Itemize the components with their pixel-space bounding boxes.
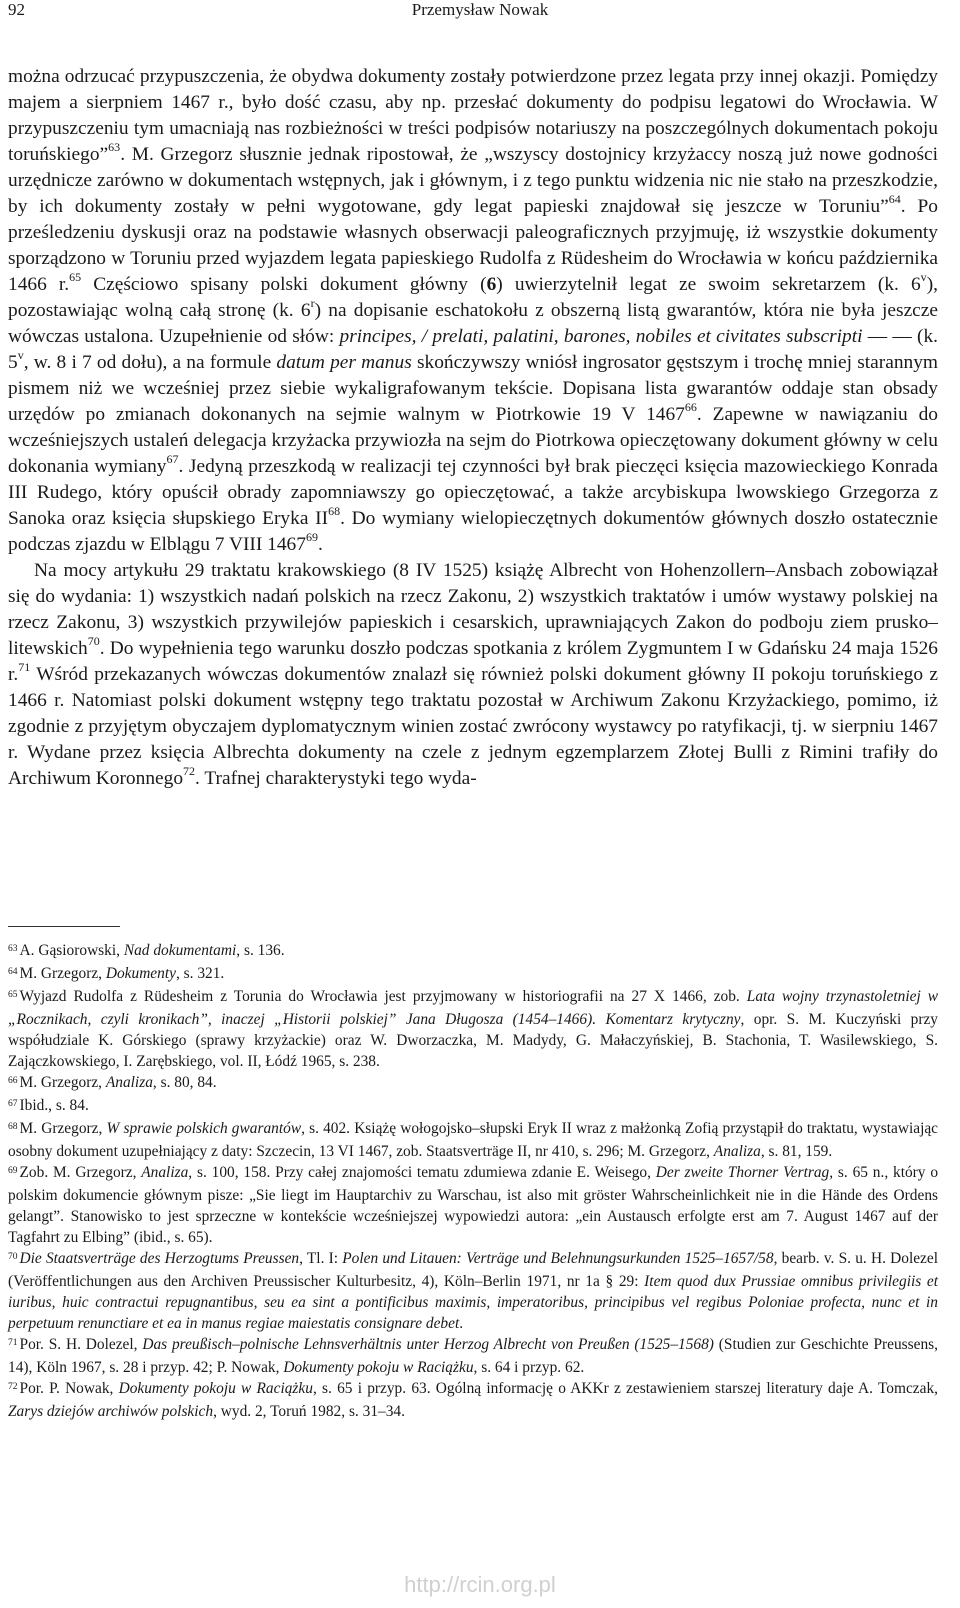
footnote-text: Por. P. Nowak, Dokumenty pokoju w Raciążku, s. 65 i przyp. 63. Ogólną informację o AKKr z zestawieniem starszej literatury daje A. Tomczak, Zarys dziejów archiwów polskich, wyd. 2, Toruń 1982, s. 31–34.: [8, 1380, 938, 1420]
footnote-number: 69: [8, 1164, 18, 1176]
page-number: 92: [8, 0, 25, 19]
footnote-text: Wyjazd Rudolfa z Rüdesheim z Torunia do Wrocławia jest przyjmowany w historiografii na 27 X 1466, zob. Lata wojny trzynastoletniej w „Rocznikach, czyli kronikach”, inaczej „Historii polskiej” Jana Długosza (1454–1466). Komentarz krytyczny, opr. S. M. Kuczyński przy współudziale K. Górskiego (sprawy krzyżackie) oraz W. Dworzaczka, M. Madydy, G. Małaczyńskiej, B. Stachonia, T. Wasilewskiego, S. Zajączkowskiego, I. Zarębskiego, vol. II, Łódź 1965, s. 238.: [8, 988, 938, 1070]
footnote-number: 64: [8, 965, 18, 977]
footnote-number: 68: [8, 1120, 18, 1132]
footnote-64: [8, 963, 938, 986]
footnotes: [8, 940, 938, 1422]
footnote-text: M. Grzegorz, Dokumenty, s. 321.: [19, 965, 225, 982]
footnote-text: Zob. M. Grzegorz, Analiza, s. 100, 158. Przy całej znajomości tematu zdumiewa zdanie E. Weisego, Der zweite Thorner Vertrag, s. 65 n., który o polskim dokumencie głównym pisze: „Sie liegt im Hauptarchiv zu Warschau, ist also mit gröster Wahrscheinlichkeit nie in die Hände des Ordens gelangt”. Stanowisko to jest sprzeczne w kontekście wcześniejszej wypowiedzi autora: „ein Austausch erfolgte erst am 7. August 1467 auf der Tagfahrt zu Elbing” (ibid., s. 65).: [8, 1164, 939, 1246]
footnote-text: A. Gąsiorowski, Nad dokumentami, s. 136.: [19, 942, 285, 959]
footnote-number: 70: [8, 1250, 18, 1262]
footnote-text: M. Grzegorz, W sprawie polskich gwarantów, s. 402. Książę wołogojsko–słupski Eryk II wraz z małżonką Zofią przystąpił do traktatu, wystawiając osobny dokument uzupełniający z daty: Szczecin, 13 VI 1467, zob. Staatsverträge II, nr 410, s. 296; M. Grzegorz, Analiza, s. 81, 159.: [8, 1120, 939, 1160]
page-header: [8, 0, 952, 24]
footnote-number: 66: [8, 1074, 18, 1086]
footnote-65: [8, 986, 938, 1072]
footnote-number: 67: [8, 1097, 18, 1109]
footnote-number: 72: [8, 1380, 18, 1392]
footnote-text: Ibid., s. 84.: [19, 1097, 89, 1114]
footnote-69: [8, 1162, 938, 1248]
running-head: Przemysław Nowak: [411, 0, 549, 19]
footnote-text: M. Grzegorz, Analiza, s. 80, 84.: [19, 1074, 217, 1091]
main-text: [8, 64, 938, 792]
footnote-71: [8, 1334, 938, 1378]
paragraph-2: Na mocy artykułu 29 traktatu krakowskiego (8 IV 1525) książę Albrecht von Hohenzollern–Ansbach zobowiązał się do wydania: 1) wszystkich nadań polskich na rzecz Zakonu, 2) wszystkich traktatów i umów wystawy polskiej na rzecz Zakonu, 3) wszystkich przywilejów papieskich i cesarskich, uprawniających Zakon do podboju ziem prusko–litewskich$^{70}$. Do wypełnienia tego warunku doszło podczas spotkania z królem Zygmuntem I w Gdańsku 24 maja 1526 r.$^{71}$ Wśród przekazanych wówczas dokumentów znalazł się również polski dokument główny II pokoju toruńskiego z 1466 r. Natomiast polski dokument wstępny tego traktatu pozostał w Archiwum Zakonu Krzyżackiego, pomimo, iż zgodnie z przyjętym obyczajem dyplomatycznym winien zostać zwrócony wystawcy po ratyfikacji, tj. w sierpniu 1467 r. Wydane przez księcia Albrechta dokumenty na czele z jednym egzemplarzem Złotej Bulli z Rimini trafiły do Archiwum Koronnego$^{72}$. Trafnej charakterystyki tego wyda-: [8, 560, 938, 789]
footnote-text: Por. S. H. Dolezel, Das preußisch–polnische Lehnsverhältnis unter Herzog Albrecht von Preußen (1525–1568) (Studien zur Geschichte Preussens, 14), Köln 1967, s. 28 i przyp. 42; P. Nowak, Dokumenty pokoju w Raciążku, s. 64 i przyp. 62.: [8, 1336, 938, 1376]
footnote-number: 63: [8, 942, 18, 954]
watermark-url: http://rcin.org.pl: [404, 1572, 556, 1597]
footnote-63: [8, 940, 938, 963]
footnote-70: [8, 1248, 938, 1334]
footnote-68: [8, 1118, 938, 1162]
footnote-number: 71: [8, 1336, 18, 1348]
paragraph-1: można odrzucać przypuszczenia, że obydwa dokumenty zostały potwierdzone przez legata przy innej okazji. Pomiędzy majem a sierpniem 1467 r., było dość czasu, aby np. przesłać dokumenty do podpisu legatowi do Wrocławia. W przypuszczeniu tym umacniają nas rozbieżności w treści podpisów notariuszy na poszczególnych dokumentach pokoju toruńskiego”$^{63}$. M. Grzegorz słusznie jednak ripostował, że „wszyscy dostojnicy krzyżaccy noszą już nowe godności urzędnicze zarówno w dokumentach wstępnych, jak i głównym, i z tego punktu widzenia nic nie stało na przeszkodzie, by ich dokumenty zostały w pełni wygotowane, gdy legat papieski znajdował się jeszcze w Toruniu”$^{64}$. Po prześledzeniu dyskusji oraz na podstawie własnych obserwacji paleograficznych przyjmuję, iż wszystkie dokumenty sporządzono w Toruniu przed wyjazdem legata papieskiego Rudolfa z Rüdesheim do Wrocławia w końcu października 1466 r.$^{65}$ Częściowo spisany polski dokument główny (6) uwierzytelnił legat ze swoim sekretarzem (k. 6$^v$), pozostawiając wolną całą stronę (k. 6$^r$) na dopisanie eschatokołu z obszerną listą gwarantów, która nie była jeszcze wówczas ustalona. Uzupełnienie od słów: principes, / prelati, palatini, barones, nobiles et civitates subscripti — — (k. 5$^v$, w. 8 i 7 od dołu), a na formule datum per manus skończywszy wniósł ingrosator gęstszym i trochę mniej starannym pismem niż we wcześniej przez siebie wykaligrafowanym tekście. Dopisana lista gwarantów oddaje stan obsady urzędów po zmianach dokonanych na sejmie walnym w Piotrkowie 19 V 1467$^{66}$. Zapewne w nawiązaniu do wcześniejszych ustaleń delegacja krzyżacka przywiozła na sejm do Piotrkowa opieczętowany dokument główny w celu dokonania wymiany$^{67}$. Jedyną przeszkodą w realizacji tej czynności był brak pieczęci księcia mazowieckiego Konrada III Rudego, który opuścił obrady zapomniawszy go opieczętować, a także arcybiskupa lwowskiego Grzegorza z Sanoka oraz księcia słupskiego Eryka II$^{68}$. Do wymiany wielopieczętnych dokumentów głównych doszło ostatecznie podczas zjazdu w Elblągu 7 VIII 1467$^{69}$.: [8, 66, 939, 555]
footnote-66: [8, 1072, 938, 1095]
footnote-separator: [8, 926, 120, 927]
footnote-72: [8, 1378, 938, 1422]
footnote-text: Die Staatsverträge des Herzogtums Preussen, Tl. I: Polen und Litauen: Verträge und Belehnungsurkunden 1525–1657/58, bearb. v. S. u. H. Dolezel (Veröffentlichungen aus den Archiven Preussischer Kulturbesitz, 4), Köln–Berlin 1971, nr 1a § 29: Item quod dux Prussiae omnibus privilegiis et iuribus, huic contractui repugnantibus, seu ea sint a pontificibus maximis, imperatoribus, principibus vel regibus Poloniae profecta, nunc et in perpetuum renunctiare et ea in manus regiae maiestatis consignare debet.: [8, 1250, 939, 1332]
footnote-number: 65: [8, 988, 18, 1000]
footnote-67: [8, 1095, 938, 1118]
